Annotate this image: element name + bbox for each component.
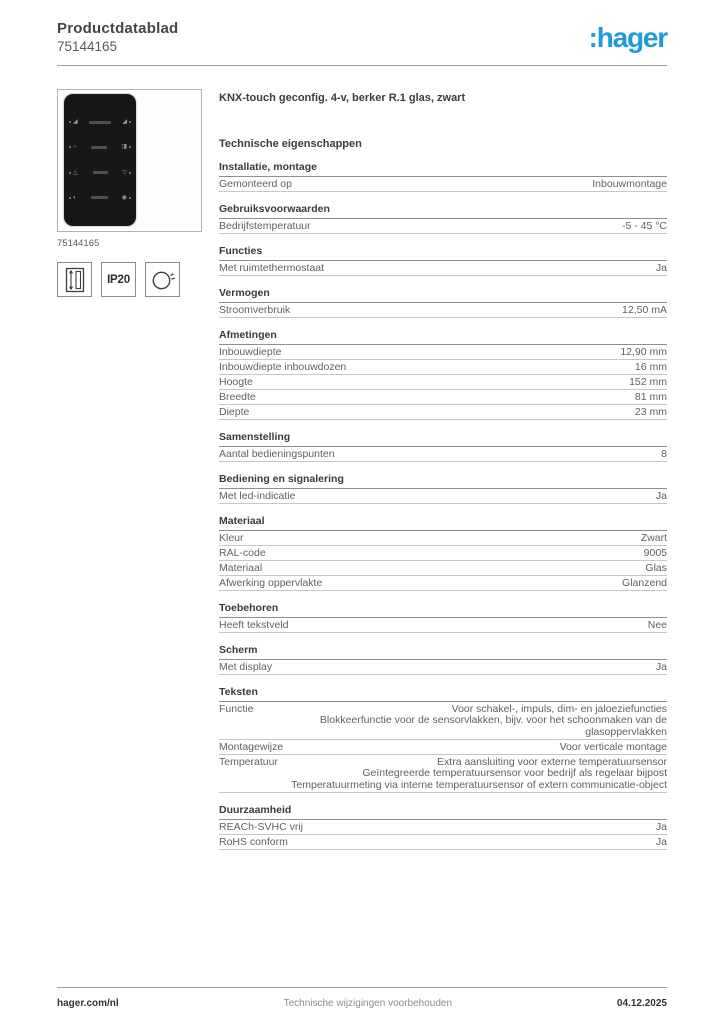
spec-row-value (656, 491, 667, 503)
spec-value-line: 23 mm (634, 405, 667, 418)
spec-value-line: 12,90 mm (620, 345, 667, 358)
spec-row-label: Montagewijze (219, 740, 284, 753)
dim-icon: ◢ (122, 119, 127, 126)
spec-row-label: Aantal bedieningspunten (219, 447, 335, 460)
dim-icon: ◢ (73, 119, 78, 126)
led-dot-icon (69, 121, 71, 123)
spec-row-label: Gemonteerd op (219, 177, 292, 190)
spec-value-line: Voor verticale montage (559, 740, 667, 753)
knx-touch-panel-image (64, 94, 136, 226)
spec-row (219, 660, 667, 675)
spec-row-label: RoHS conform (219, 835, 288, 848)
panel-left-touch-zone (69, 195, 77, 201)
spec-value-line: 8 (661, 447, 667, 460)
panel-left-touch-zone (69, 170, 78, 176)
main-content (57, 89, 667, 850)
spec-row-label: REACh-SVHC vrij (219, 820, 304, 833)
spec-value-line: Geïntegreerde temperatuursensor voor bedrijf als regelaar bijpost (362, 767, 667, 779)
panel-center-label (91, 196, 108, 199)
panel-touch-row (69, 144, 131, 150)
spec-row-label: Materiaal (219, 561, 263, 574)
spec-row (219, 261, 667, 276)
spec-section-title: Scherm (219, 644, 667, 660)
spec-value-line: Zwart (640, 531, 667, 544)
spec-row-value (635, 392, 667, 404)
spec-row (219, 820, 667, 835)
spec-row (219, 345, 667, 360)
spec-row-value (656, 662, 667, 674)
power-icon: ○ (73, 144, 77, 151)
spec-section (219, 161, 667, 192)
spec-section-title: Gebruiksvoorwaarden (219, 203, 667, 219)
tech-specs-heading: Technische eigenschappen (219, 138, 362, 150)
product-number: 75144165 (57, 39, 118, 54)
spec-row-value (648, 620, 667, 632)
spec-section (219, 644, 667, 675)
spec-value-line: 152 mm (629, 375, 667, 388)
spec-row-label: Temperatuur (219, 755, 278, 768)
spec-section (219, 329, 667, 420)
product-column (57, 89, 203, 850)
spec-row (219, 618, 667, 633)
panel-right-touch-zone (122, 195, 131, 201)
panel-touch-row (69, 119, 131, 125)
spec-row (219, 755, 667, 793)
flush-mount-icon (57, 262, 92, 297)
panel-right-touch-zone (122, 119, 131, 125)
led-dot-icon (129, 121, 131, 123)
spec-value-line: Voor schakel-, impuls, dim- en jaloeziefuncties (451, 702, 667, 715)
led-dot-icon (69, 172, 71, 174)
spec-row-value (661, 449, 667, 461)
led-dot-icon (69, 146, 71, 148)
spec-row (219, 405, 667, 420)
panel-right-touch-zone (122, 170, 131, 176)
spec-value-line: 12,50 mA (622, 303, 667, 316)
page-header (57, 0, 667, 66)
spec-section (219, 804, 667, 850)
spec-row-label: Bedrijfstemperatuur (219, 219, 311, 232)
spec-section (219, 515, 667, 591)
footer-disclaimer: Technische wijzigingen voorbehouden (283, 998, 453, 1009)
spec-value-line: Ja (655, 820, 667, 833)
spec-value-line: -5 - 45 °C (621, 219, 667, 232)
spec-section-title: Teksten (219, 686, 667, 702)
spec-row-label: Met led-indicatie (219, 489, 296, 502)
spec-row-value (635, 407, 667, 419)
document-title: Productdatablad (57, 20, 179, 37)
spec-section-title: Vermogen (219, 287, 667, 303)
spec-section-title: Samenstelling (219, 431, 667, 447)
product-image-caption: 75144165 (57, 238, 100, 249)
spec-section (219, 287, 667, 318)
spec-section (219, 602, 667, 633)
spec-row-value (265, 704, 667, 739)
spec-row (219, 303, 667, 318)
spec-row-value (592, 179, 667, 191)
spec-section (219, 686, 667, 793)
spec-row (219, 561, 667, 576)
scene-icon: ◉ (121, 194, 127, 201)
led-dot-icon (129, 197, 131, 199)
spec-row-value (641, 533, 667, 545)
spec-row-value (560, 742, 667, 754)
hager-logo: :hager (588, 22, 667, 53)
spec-value-line: Glanzend (622, 576, 667, 589)
spec-row-value (656, 822, 667, 834)
spec-row-value (622, 578, 667, 590)
spec-row-value (629, 377, 667, 389)
panel-center-label (89, 121, 111, 124)
spec-row-value (656, 837, 667, 849)
spec-row (219, 546, 667, 561)
spec-row-label: Diepte (219, 405, 250, 418)
spec-section-title: Afmetingen (219, 329, 667, 345)
ip-rating-label: IP20 (107, 273, 130, 286)
spec-section-title: Materiaal (219, 515, 667, 531)
spec-section (219, 245, 667, 276)
spec-row-label: RAL-code (219, 546, 266, 559)
spec-section-title: Bediening en signalering (219, 473, 667, 489)
panel-center-label (91, 146, 107, 149)
light-icon: ◐ (73, 194, 77, 201)
spec-section-title: Toebehoren (219, 602, 667, 618)
spec-row (219, 219, 667, 234)
spec-row-value (644, 548, 667, 560)
panel-center-label (93, 171, 108, 174)
panel-touch-row (69, 195, 131, 201)
spec-section-title: Installatie, montage (219, 161, 667, 177)
spec-value-line: Blokkeerfunctie voor de sensorvlakken, bijv. voor het schoonmaken van de glasoppervlakken (319, 714, 667, 738)
spec-row (219, 447, 667, 462)
spec-row-value (645, 563, 667, 575)
spec-row-value (622, 305, 667, 317)
spec-section (219, 431, 667, 462)
spec-row (219, 702, 667, 740)
spec-row (219, 177, 667, 192)
spec-value-line: 81 mm (634, 390, 667, 403)
spec-value-line: Nee (647, 618, 667, 631)
led-dot-icon (69, 197, 71, 199)
spec-value-line: Extra aansluiting voor externe temperatuursensor (437, 755, 667, 768)
product-title: KNX-touch geconfig. 4-v, berker R.1 glas, zwart (219, 92, 466, 104)
spec-value-line: Ja (655, 835, 667, 848)
spec-row-value (622, 221, 667, 233)
panel-touch-row (69, 170, 131, 176)
spec-sections (219, 161, 667, 850)
spec-row-label: Afwerking oppervlakte (219, 576, 323, 589)
spec-value-line: Ja (655, 489, 667, 502)
footer-website: hager.com/nl (57, 998, 119, 1009)
spec-row (219, 390, 667, 405)
ip-rating-badge (101, 262, 136, 297)
specs-column (219, 89, 667, 850)
spec-value-line: Ja (655, 261, 667, 274)
led-dot-icon (129, 146, 131, 148)
spec-value-line: 16 mm (634, 360, 667, 373)
spec-value-line: Temperatuurmeting via interne temperatuursensor of extern communicatie-object (291, 778, 667, 791)
panel-left-touch-zone (69, 144, 77, 150)
spec-row (219, 360, 667, 375)
spec-value-line: Ja (655, 660, 667, 673)
spec-section (219, 203, 667, 234)
spec-row-value (291, 757, 667, 792)
header-title-block (57, 20, 178, 54)
blind-icon: ◨ (121, 144, 127, 151)
spec-row (219, 531, 667, 546)
triangle-down-icon: ▽ (122, 169, 127, 176)
spec-section-title: Duurzaamheid (219, 804, 667, 820)
led-dot-icon (129, 172, 131, 174)
spec-section-title: Functies (219, 245, 667, 261)
spec-row-value (620, 347, 667, 359)
spec-row (219, 576, 667, 591)
spec-row (219, 740, 667, 755)
triangle-up-icon: △ (73, 169, 78, 176)
spec-section (219, 473, 667, 504)
spec-row-label: Inbouwdiepte (219, 345, 282, 358)
panel-left-touch-zone (69, 119, 78, 125)
rotary-sensor-icon (145, 262, 180, 297)
panel-right-touch-zone (121, 144, 131, 150)
spec-row-label: Functie (219, 702, 254, 715)
product-image (57, 89, 202, 232)
spec-row-label: Stroomverbruik (219, 303, 291, 316)
spec-row-label: Heeft tekstveld (219, 618, 289, 631)
page-footer (57, 987, 667, 1009)
spec-row (219, 375, 667, 390)
spec-row (219, 835, 667, 850)
spec-row-label: Met ruimtethermostaat (219, 261, 325, 274)
spec-row-value (656, 263, 667, 275)
spec-row-label: Breedte (219, 390, 256, 403)
spec-row-label: Hoogte (219, 375, 253, 388)
footer-date: 04.12.2025 (616, 998, 667, 1009)
spec-row-label: Kleur (219, 531, 244, 544)
spec-row-label: Inbouwdiepte inbouwdozen (219, 360, 347, 373)
spec-value-line: Glas (645, 561, 667, 574)
certification-badges (57, 262, 203, 297)
spec-row-label: Met display (219, 660, 273, 673)
spec-row (219, 489, 667, 504)
spec-value-line: 9005 (643, 546, 667, 559)
spec-row-value (635, 362, 667, 374)
spec-value-line: Inbouwmontage (592, 177, 667, 190)
